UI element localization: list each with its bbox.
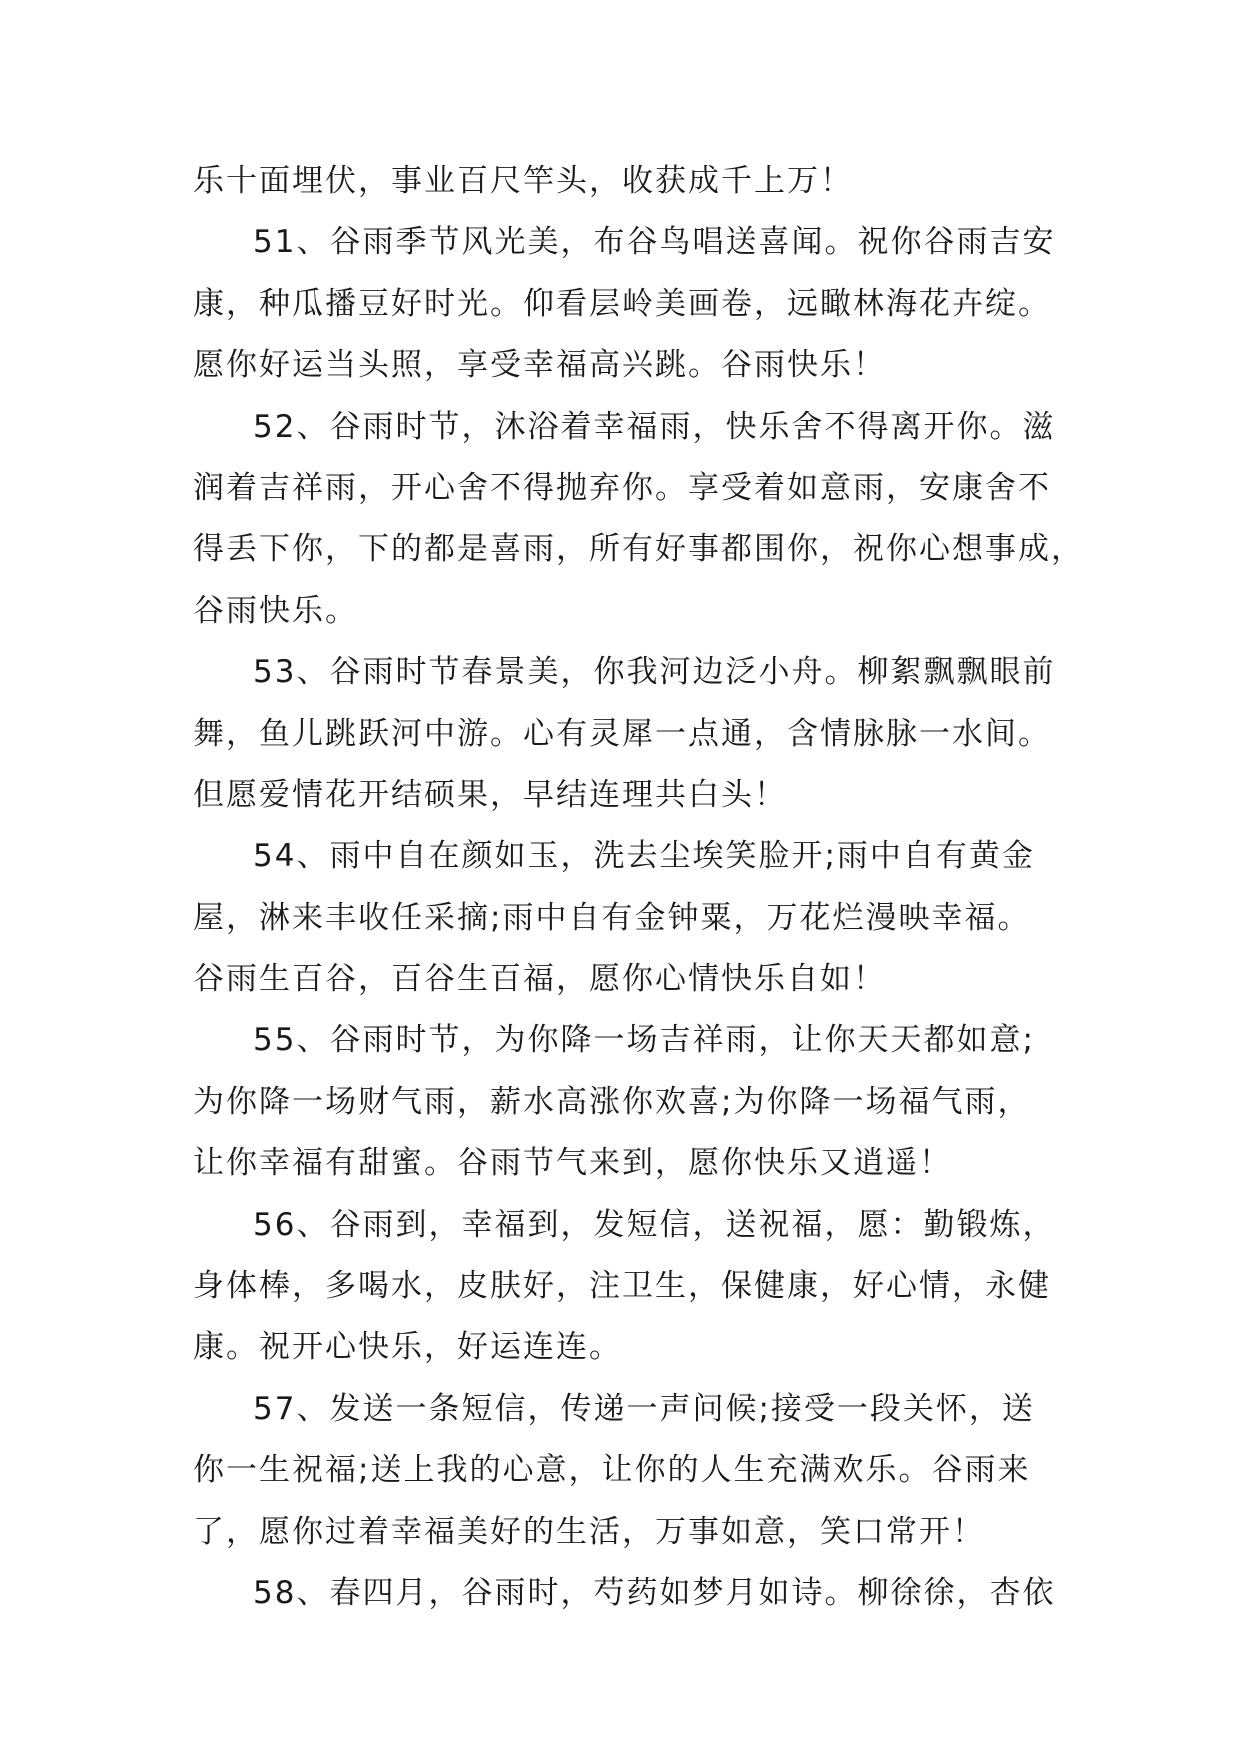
text-line: 57、发送一条短信，传递一声问候;接受一段关怀，送 bbox=[253, 1390, 1035, 1427]
text-line: 康。祝开心快乐，好运连连。 bbox=[193, 1329, 622, 1366]
text-line: 了，愿你过着幸福美好的生活，万事如意，笑口常开！ bbox=[193, 1513, 985, 1550]
text-line: 谷雨快乐。 bbox=[193, 592, 358, 629]
text-line: 愿你好运当头照，享受幸福高兴跳。谷雨快乐！ bbox=[193, 347, 886, 384]
text-line: 乐十面埋伏，事业百尺竿头，收获成千上万！ bbox=[193, 163, 853, 199]
text-line: 得丢下你，下的都是喜雨，所有好事都围你，祝你心想事成， bbox=[193, 531, 1084, 568]
text-line: 53、谷雨时节春景美，你我河边泛小舟。柳絮飘飘眼前 bbox=[253, 654, 1056, 691]
text-line: 但愿爱情花开结硕果，早结连理共白头！ bbox=[193, 776, 787, 813]
document-body bbox=[193, 151, 1084, 1624]
text-line: 为你降一场财气雨，薪水高涨你欢喜;为你降一场福气雨， bbox=[193, 1083, 1031, 1120]
text-line: 54、雨中自在颜如玉，洗去尘埃笑脸开;雨中自有黄金 bbox=[253, 838, 1035, 875]
text-line: 55、谷雨时节，为你降一场吉祥雨，让你天天都如意; bbox=[253, 1022, 1035, 1059]
text-line: 让你幸福有甜蜜。谷雨节气来到，愿你快乐又逍遥！ bbox=[193, 1145, 952, 1182]
text-line: 你一生祝福;送上我的心意，让你的人生充满欢乐。谷雨来 bbox=[193, 1452, 1031, 1489]
text-line: 谷雨生百谷，百谷生百福，愿你心情快乐自如！ bbox=[193, 961, 886, 998]
text-line: 身体棒，多喝水，皮肤好，注卫生，保健康，好心情，永健 bbox=[193, 1268, 1051, 1305]
text-line: 52、谷雨时节，沐浴着幸福雨，快乐舍不得离开你。滋 bbox=[253, 408, 1056, 445]
text-line: 51、谷雨季节风光美，布谷鸟唱送喜闻。祝你谷雨吉安 bbox=[253, 224, 1056, 261]
text-line: 58、春四月，谷雨时，芍药如梦月如诗。柳徐徐，杏依 bbox=[253, 1574, 1056, 1611]
text-line: 56、谷雨到，幸福到，发短信，送祝福，愿：勤锻炼， bbox=[253, 1206, 1056, 1243]
text-line: 康，种瓜播豆好时光。仰看层岭美画卷，远瞰林海花卉绽。 bbox=[193, 285, 1051, 322]
text-line: 舞，鱼儿跳跃河中游。心有灵犀一点通，含情脉脉一水间。 bbox=[193, 715, 1051, 752]
text-line: 润着吉祥雨，开心舍不得抛弃你。享受着如意雨，安康舍不 bbox=[193, 469, 1051, 506]
text-line: 屋，淋来丰收任采摘;雨中自有金钟粟，万花烂漫映幸福。 bbox=[193, 899, 1031, 936]
